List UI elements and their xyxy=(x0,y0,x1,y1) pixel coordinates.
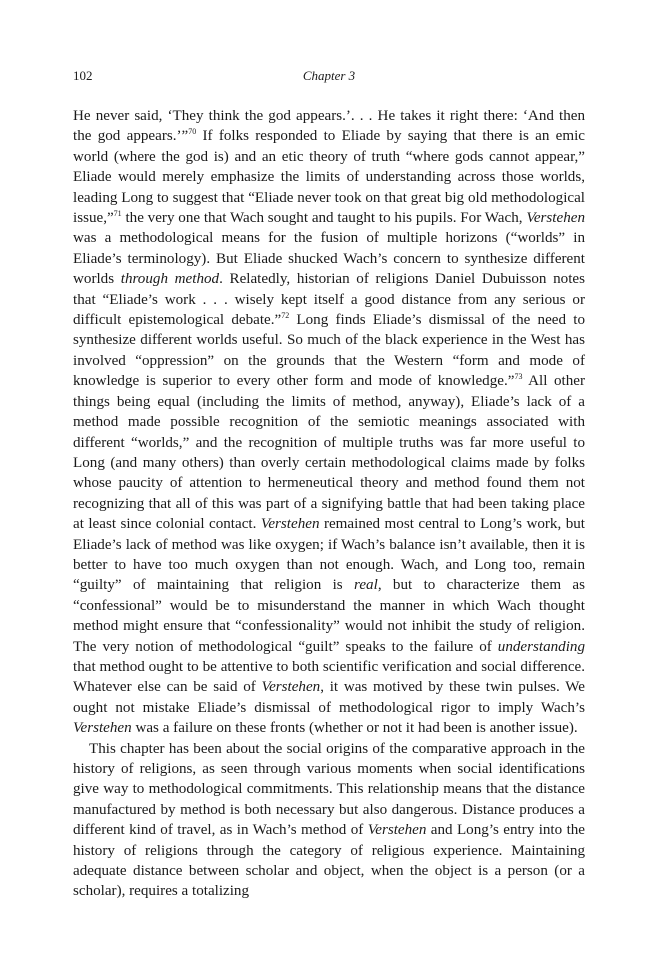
book-page xyxy=(73,66,585,902)
text-run: All other things being equal (including the limits of method, anyway), Eliade’s lack of a method made possible recognition of the semiotic meanings associated with different “worlds,” and the recognition of multiple truths was far more useful to Long (and many others) than overly certain methodological claims made by folks whose paucity of attention to hermeneutical theory and method found them not recognizing that all of this was part of a signifying battle that had been taking place at least since colonial contact. xyxy=(73,373,585,533)
italic-text: Verstehen xyxy=(260,516,320,533)
text-run: , it was motived by these twin pulses. We ought not mistake Eliade’s dismissal of methodological rigor to imply Wach’s xyxy=(73,679,586,716)
body-text xyxy=(73,106,585,902)
text-run: remained most central to Long’s work, but Eliade’s lack of method was like oxygen; if Wach’s balance isn’t available, then it is better to have too much oxygen than not enough. Wach, and Long too, remain “guilty” of maintaining that religion is xyxy=(73,516,585,594)
paragraph xyxy=(73,739,585,902)
text-run: He never said, ‘They think the god appears.’. . . He takes it right there: ‘And then the god appears.’” xyxy=(73,108,585,145)
paragraph xyxy=(73,106,585,739)
footnote-reference: 70 xyxy=(188,127,197,137)
text-run: was a failure on these fronts (whether or not it had been is another issue). xyxy=(131,720,578,737)
text-run: This chapter has been about the social origins of the comparative approach in the history of religions, as seen through various moments when social identifications give way to methodological commitments. This relationship means that the distance manufactured by method is both necessary but also dangerous. Distance produces a different kind of travel, as in Wach’s method of xyxy=(73,740,585,839)
italic-text: Verstehen xyxy=(73,720,132,737)
text-run: and Long’s entry into the history of religions through the category of religious experience. Maintaining adequate distance between scholar and object, when the object is a person (or a scholar), requires a totalizing xyxy=(73,822,586,900)
text-run: Long finds Eliade’s dismissal of the need to synthesize different worlds useful. So much of the black experience in the West has involved “oppression” on the grounds that the Western “form and mode of knowledge is superior to every other form and mode of knowledge.” xyxy=(73,312,585,390)
italic-text: Verstehen xyxy=(261,679,321,696)
italic-text: Verstehen xyxy=(526,210,585,227)
page-number: 102 xyxy=(73,68,93,83)
text-run: If folks responded to Eliade by saying that there is an emic world (where the god is) and an etic theory of truth “where gods cannot appear,” Eliade would merely emphasize the limits of understanding across those worlds, leading Long to suggest that “Eliade never took on that great big old methodological issue,” xyxy=(73,128,585,227)
text-run: , but to characterize them as “confessional” would be to misunderstand the manner in which Wach thought method might ensure that “confessionality” would not inhibit the study of religion. The very notion of methodological “guilt” speaks to the failure of xyxy=(73,577,585,655)
footnote-reference: 73 xyxy=(514,372,523,382)
footnote-reference: 72 xyxy=(281,311,290,321)
footnote-reference: 71 xyxy=(113,209,122,219)
text-run: the very one that Wach sought and taught to his pupils. For Wach, xyxy=(121,210,527,227)
italic-text: understanding xyxy=(497,638,585,655)
italic-text: Verstehen xyxy=(367,822,427,839)
running-head: Chapter 3 xyxy=(302,68,356,83)
text-run: . Relatedly, historian of religions Daniel Dubuisson notes that “Eliade’s work . . . wisely kept itself a good distance from any serious or difficult epistemological debate.” xyxy=(73,271,585,329)
text-run: was a methodological means for the fusion of multiple horizons (“worlds” in Eliade’s terminology). But Eliade shucked Wach’s concern to synthesize different worlds xyxy=(73,230,585,288)
italic-text: real xyxy=(354,577,378,594)
page-header xyxy=(73,66,585,86)
text-run: that method ought to be attentive to both scientific verification and social difference. Whatever else can be said of xyxy=(73,658,585,696)
italic-text: through method xyxy=(120,271,220,288)
